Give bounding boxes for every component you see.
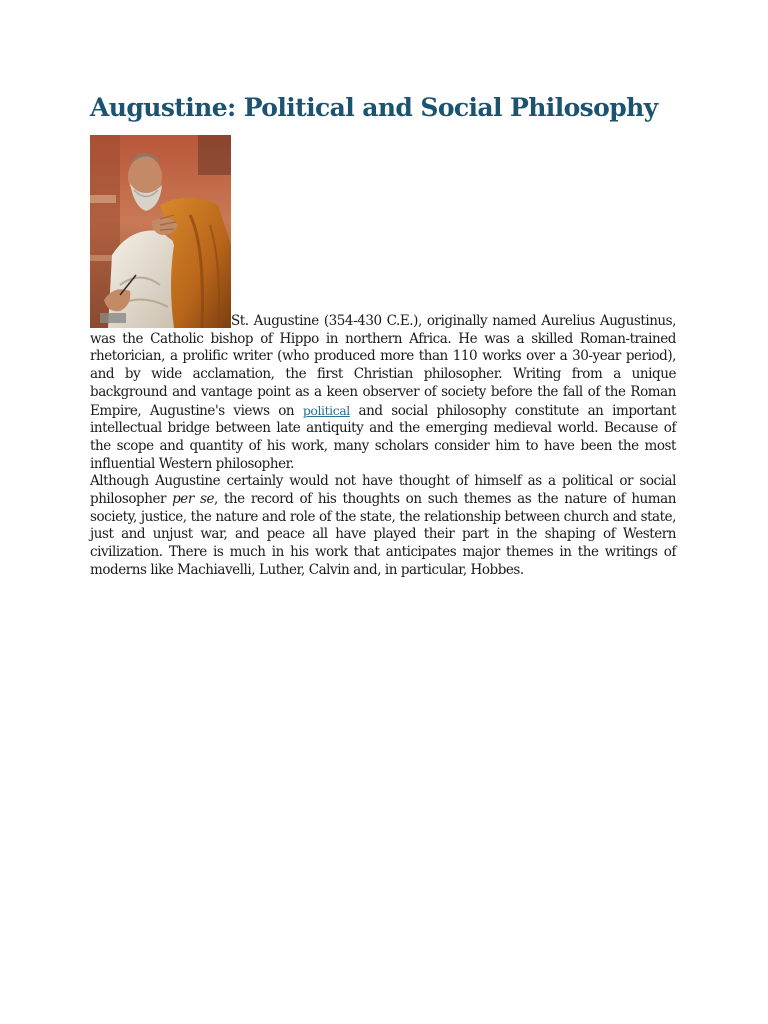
paragraph-second-text-a: Although Augustine certainly would not have thought of himself as a political or social philosopher <box>90 473 676 508</box>
political-link[interactable]: political <box>302 402 350 418</box>
paragraph-second <box>90 473 676 579</box>
augustine-portrait-image <box>90 135 231 328</box>
paragraph-intro-text-b: and social philosophy constitute an important intellectual bridge between late antiquity and the emerging medieval world. Because of the scope and quantity of his work, many scholars consider him to have been the most influential Western philosopher. <box>90 402 676 472</box>
paragraph-intro <box>90 135 676 473</box>
page-title: Augustine: Political and Social Philosophy <box>90 93 658 122</box>
italic-per-se: per se <box>172 491 214 508</box>
paragraph-second-text-b: , the record of his thoughts on such themes as the nature of human society, justice, the nature and role of the state, the relationship between church and state, just and unjust war, and peace all have played their part in the shaping of Western civilization. There is much in his work that anticipates major themes in the writings of moderns like Machiavelli, Luther, Calvin and, in particular, Hobbes. <box>90 491 676 578</box>
article <box>90 92 676 580</box>
paragraph-intro-text-a: St. Augustine (354-430 C.E.), originally named Aurelius Augustinus, was the Catholic bishop of Hippo in northern Africa. He was a skilled Roman-trained rhetorician, a prolific writer (who produced more than 110 works over a 30-year period), and by wide acclamation, the first Christian philosopher. Writing from a unique background and vantage point as a keen observer of society before the fall of the Roman Empire, Augustine's views on <box>90 313 676 419</box>
